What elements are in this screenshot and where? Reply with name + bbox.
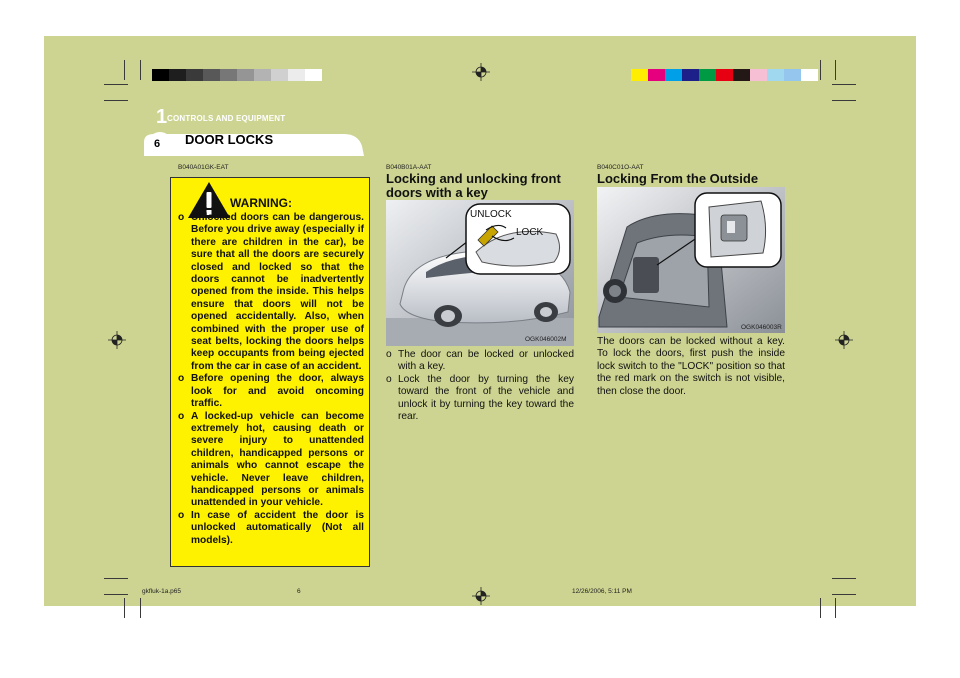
section-heading: Locking From the Outside (597, 171, 759, 186)
color-swatch (682, 69, 699, 81)
section-code: B040B01A-AAT (386, 164, 432, 171)
list-item-text: Unlocked doors can be dangerous. Before you drive away (especially if there are children in the car), be sure that all the doors are securely closed and locked so that the doors cannot be inadvertently opened from the inside. This helps ensure that doors will not be opened accidentally. Also, when combined with the proper use of seat belts, locking the doors helps keep occupants from being ejected from the car in case of an accident. (191, 212, 364, 372)
color-swatch (631, 69, 648, 81)
list-item-text: A locked-up vehicle can become extremely hot, causing death or severe injury to unattended children, handicapped persons or animals who cannot escape the vehicle. Never leave children, handicapped persons or animals unattended in your vehicle. (191, 410, 364, 509)
process-color-bar (631, 69, 818, 81)
chapter-title: CONTROLS AND EQUIPMENT (167, 114, 286, 123)
color-swatch (305, 69, 322, 81)
crop-mark (832, 100, 856, 101)
list-item (178, 212, 364, 373)
color-swatch (288, 69, 305, 81)
registration-mark-icon (108, 331, 126, 349)
color-swatch (801, 69, 818, 81)
crop-mark (140, 60, 141, 80)
crop-mark (140, 598, 141, 618)
color-swatch (784, 69, 801, 81)
crop-mark (104, 100, 128, 101)
list-item (386, 374, 574, 424)
color-swatch (750, 69, 767, 81)
list-item-text: Lock the door by turning the key toward the front of the vehicle and unlock it by turning the key toward the rear. (398, 373, 574, 423)
list-item (178, 411, 364, 510)
door-lock-switch-illustration (597, 187, 785, 333)
crop-mark (835, 60, 836, 80)
section-code: B040C01O-AAT (597, 164, 644, 171)
registration-mark-icon (835, 331, 853, 349)
crop-mark (832, 84, 856, 85)
color-swatch (220, 69, 237, 81)
list-item (386, 349, 574, 374)
lock-label: LOCK (516, 227, 544, 238)
footer-timestamp: 12/26/2006, 5:11 PM (572, 588, 632, 595)
figure-caption: OGK046003R (741, 324, 782, 331)
body-text: The doors can be locked without a key. To lock the doors, first push the inside lock switch to the "LOCK" position so that the red mark on the switch is not visible, then close the door. (597, 336, 785, 397)
footer-file: gkfluk-1a.p65 (142, 588, 182, 595)
crop-mark (832, 578, 856, 579)
crop-mark (820, 60, 821, 80)
registration-mark-icon (472, 63, 490, 81)
section-title: DOOR LOCKS (185, 132, 274, 147)
color-swatch (767, 69, 784, 81)
color-swatch (648, 69, 665, 81)
crop-mark (104, 578, 128, 579)
color-swatch (152, 69, 169, 81)
section-heading: Locking and unlocking front doors with a key (386, 171, 561, 200)
crop-mark (124, 60, 125, 80)
chapter-number: 1 (156, 106, 168, 128)
color-swatch (169, 69, 186, 81)
list-item (178, 373, 364, 410)
bullet-marker: o (178, 410, 185, 422)
crop-mark (104, 84, 128, 85)
color-swatch (254, 69, 271, 81)
crop-mark (124, 598, 125, 618)
list-item (178, 510, 364, 547)
list-item-text: The door can be locked or unlocked with a key. (398, 349, 574, 373)
color-swatch (699, 69, 716, 81)
footer-page: 6 (297, 588, 301, 595)
crop-mark (835, 598, 836, 618)
color-swatch (186, 69, 203, 81)
color-swatch (665, 69, 682, 81)
bullet-marker: o (386, 373, 392, 385)
bullet-marker: o (178, 373, 185, 385)
warning-title: WARNING: (230, 196, 292, 210)
color-swatch (237, 69, 254, 81)
list-item-text: Before opening the door, always look for and avoid oncoming traffic. (191, 373, 364, 410)
page-number: 6 (154, 138, 161, 150)
key-instructions-list (386, 349, 574, 423)
bullet-marker: o (178, 212, 185, 223)
color-swatch (271, 69, 288, 81)
bullet-marker: o (178, 509, 185, 521)
crop-mark (832, 594, 856, 595)
car-key-lock-illustration (386, 200, 574, 346)
color-swatch (733, 69, 750, 81)
unlock-label: UNLOCK (470, 209, 512, 220)
color-swatch (716, 69, 733, 81)
warning-code: B040A01GK-EAT (178, 164, 229, 171)
list-item-text: In case of accident the door is unlocked automatically (Not all models). (191, 509, 364, 546)
bullet-marker: o (386, 349, 392, 360)
crop-mark (104, 594, 128, 595)
grayscale-color-bar (152, 69, 322, 81)
crop-mark (820, 598, 821, 618)
warning-list (178, 212, 364, 547)
figure-caption: OGK046002M (525, 336, 567, 343)
color-swatch (203, 69, 220, 81)
registration-mark-icon (472, 587, 490, 605)
